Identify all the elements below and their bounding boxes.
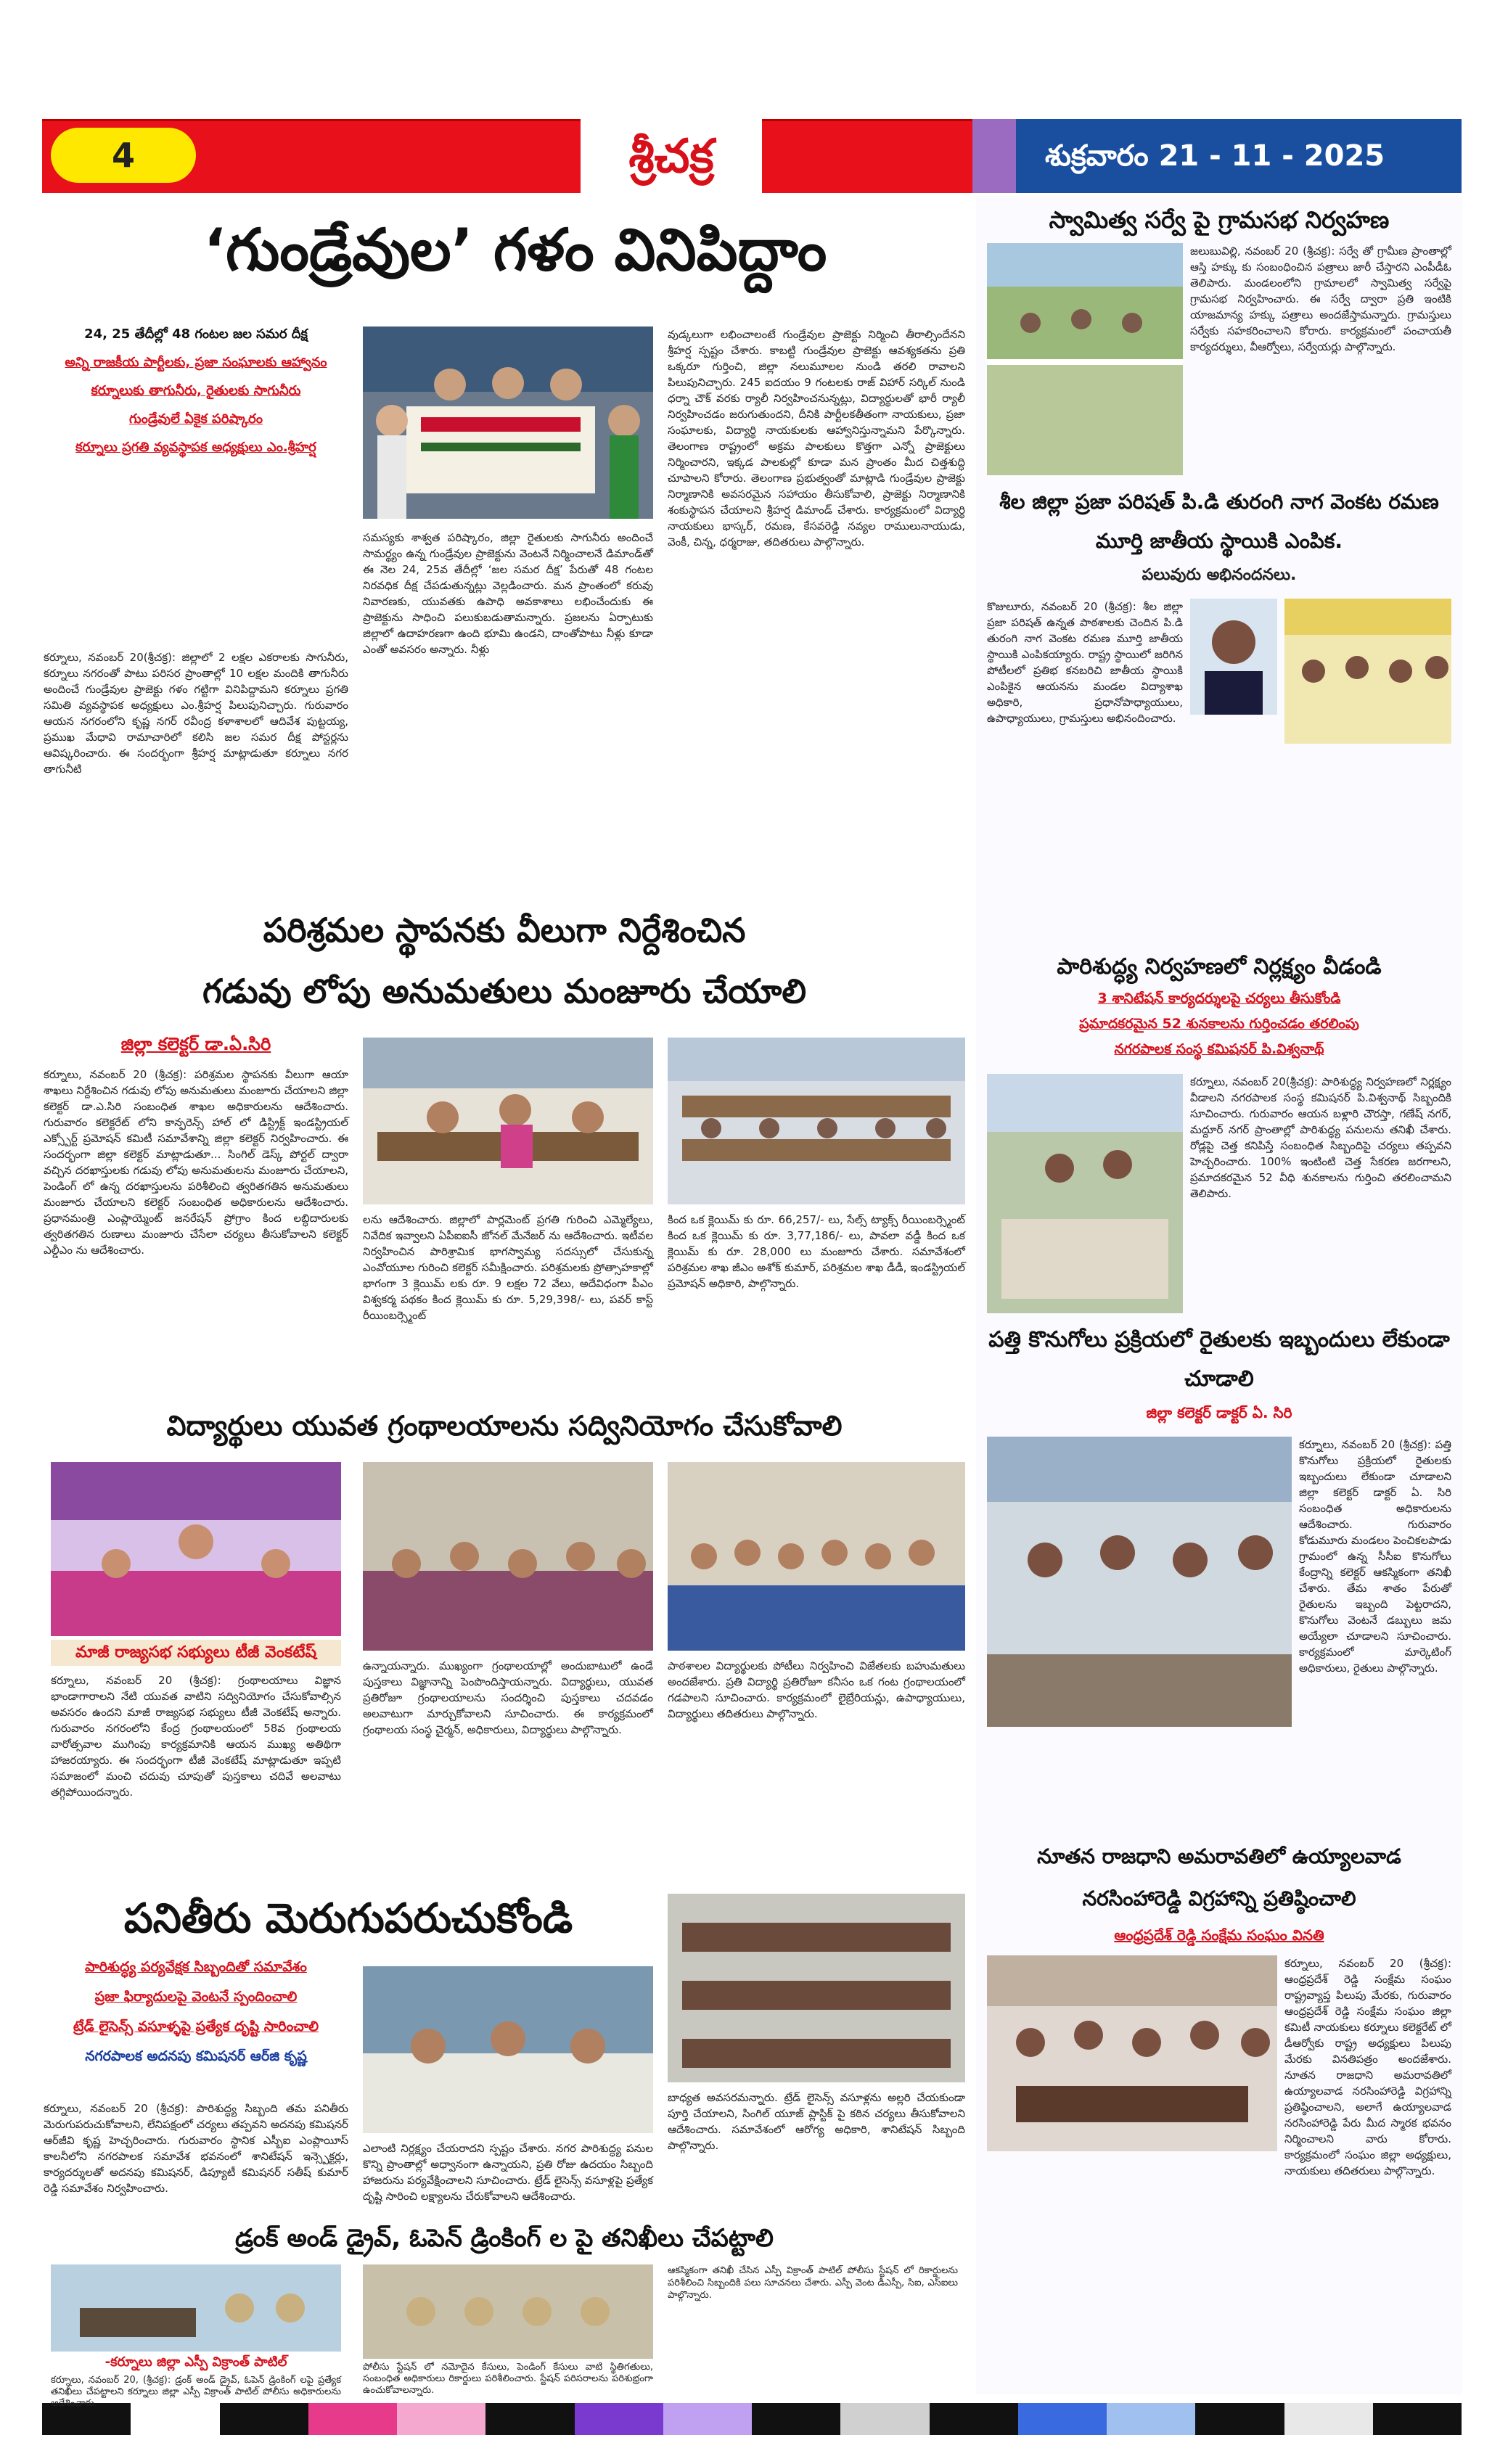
pd-headline: శీల జిల్లా ప్రజా పరిషత్ పి.డి తురంగి నాగ వెంకట రమణ మూర్తి జాతీయ స్థాయికి ఎంపిక. <box>999 490 1439 553</box>
dogs-photo <box>987 1074 1183 1313</box>
lead-body-col2: సమస్యకు శాశ్వత పరిష్కారం, జిల్లా రైతులకు సాగునీరు అందించే సామర్థ్యం ఉన్న గుండ్రేవుల ప్రాజెక్టును వెంటనే నిర్మించాలనే డిమాండ్‌తో ఈ నెల 24, 25వ తేదీల్లో ‘జల సమర దీక్ష’ పేరుతో 48 గంటల నిరవధిక దీక్ష చేపడుతున్నట్లు వెల్లడించారు. మన ప్రాంతంలో కరువు నివారణకు, యువతకు ఉపాధి అవకాశాలు లభించేందుకు ఈ ప్రాజెక్టును సాధించి పలుకుబడుతామన్నారు. ప్రజలను ఏర్పాటుకు జిల్లాలో ఉదాహరణగా ఉంది భూమి ఉండని, దాంతోపాటు నీళ్లు కూడా ఎంతో అవసరం అన్నారు. నీళ్లు <box>363 531 653 656</box>
industry-photo-2 <box>668 1038 965 1204</box>
library-photo-1 <box>51 1462 341 1636</box>
lead-sub-2: అన్ని రాజకీయ పార్టీలకు, ప్రజా సంఘాలకు ఆహ్వానం <box>65 355 327 370</box>
sanitation-photo-1 <box>363 1966 653 2133</box>
swatch <box>1284 2403 1373 2435</box>
drunk-drive-photo-1 <box>51 2264 341 2352</box>
lead-sub-3: కర్నూలుకు తాగునీరు, రైతులకు సాగునీరు <box>91 383 301 398</box>
library-body-col3: పాఠశాలల విద్యార్థులకు పోటీలు నిర్వహించి విజేతలకు బహుమతులు అందజేశారు. ప్రతి విద్యార్థి ప్రతిరోజూ కనీసం ఒక గంట గ్రంథాలయంలో గడపాలని సూచించారు. కార్యక్రమంలో లైబ్రేరియన్లు, ఉపాధ్యాయులు, విద్యార్థులు తదితరులు పాల్గొన్నారు. <box>668 1659 965 1720</box>
sanitation-sub-2: ప్రజా ఫిర్యాదులపై వెంటనే స్పందించాలి <box>94 1989 298 2005</box>
sanitation-body-col2: ఎలాంటి నిర్లక్ష్యం చేయరాదని స్పష్టం చేశారు. నగర పారిశుద్ధ్య పనుల కొన్ని ప్రాంతాల్లో అధ్వానంగా ఉన్నాయని, ప్రతి రోజు ఉదయం సిబ్బంది హాజరును పర్యవేక్షించాలని సూచించారు. ట్రేడ్ లైసెన్స్ వసూళ్లపై ప్రత్యేక దృష్టి సారించి లక్ష్యాలను చేరుకోవాలని ఆదేశించారు. <box>363 2142 653 2203</box>
lead-body-col1: కర్నూలు, నవంబర్ 20(శ్రీచక్ర): జిల్లాలో 2 లక్షల ఎకరాలకు సాగునీరు, కర్నూలు నగరంతో పాటు పరిసర ప్రాంతాల్లో 10 లక్షల మందికి తాగునీరు అందించే గుండ్రేవుల ప్రాజెక్టు గళం గట్టిగా వినిపిద్దామని కర్నూలు ప్రగతి సమితి వ్యవస్థాపక అధ్యక్షులు ఎం.శ్రీహర్ష పిలుపునిచ్చారు. గురువారం ఆయన నగరంలోని కృష్ణ నగర్ రవీంద్ర కళాశాలలో ఆదివేశ పుట్టయ్య, ప్రముఖ మేధావి రామాచారిలో కలిసి జల సమర దీక్ష పోస్టర్లను ఆవిష్కరించారు. ఈ సందర్భంగా శ్రీహర్ష మాట్లాడుతూ కర్నూలు నగర తాగునీటి <box>44 651 348 776</box>
dogs-sub-1: 3 శానిటేషన్ కార్యదర్శులపై చర్యలు తీసుకోండి <box>1097 990 1341 1006</box>
sanitation-body-col1: కర్నూలు, నవంబర్ 20 (శ్రీచక్ర): పారిశుద్ధ్య సిబ్బంది తమ పనితీరు మెరుగుపరుచుకోవాలని, లేనిపక్షంలో చర్యలు తప్పవని అదనపు కమిషనర్ ఆర్‌జీవి కృష్ణ హెచ్చరించారు. గురువారం స్థానిక ఎస్బీఐ ఎంప్లాయీస్ కాలనీలోని నగరపాలక సమావేశ భవనంలో శానిటేషన్ ఇన్స్పెక్టర్లు, కార్యదర్శులతో అదనపు కమిషనర్, డిప్యూటీ కమిషనర్ సతీష్ కుమార్ రెడ్డి సమావేశం నిర్వహించారు. <box>44 2102 348 2195</box>
swatch <box>930 2403 1018 2435</box>
dogs-body: కర్నూలు, నవంబర్ 20(శ్రీచక్ర): పారిశుద్ధ్య నిర్వహణలో నిర్లక్ష్యం వీడాలని నగరపాలక సంస్థ కమిషనర్ పి.విశ్వనాథ్ సిబ్బందికి సూచించారు. గురువారం ఆయన బళ్లారి చౌరస్తా, గణేష్ నగర్, మద్దూర్ నగర్ ప్రాంతాల్లో పారిశుద్ధ్య పనులను తనిఖీ చేశారు. రోడ్లపై చెత్త కనిపిస్తే సంబంధిత సిబ్బందిపై చర్యలు తప్పవని హెచ్చరించారు. 100% ఇంటింటి చెత్త సేకరణ జరగాలని, ప్రమాదకరమైన 52 వీధి శునకాలను గుర్తించి తరలించామని తెలిపారు. <box>1190 1075 1451 1200</box>
statue-photo <box>987 1955 1277 2151</box>
lead-sub-5: కర్నూలు ప్రగతి వ్యవస్థాపక అధ్యక్షులు ఎం.శ్రీహర్ష <box>75 440 316 455</box>
industry-body-col3: కింద ఒక క్లెయిమ్ కు రూ. 66,257/- లు, సేల్స్ ట్యాక్స్ రీయింబర్స్మెంట్ కింద ఒక క్లెయిమ్ కు రూ. 3,77,186/- లు, పావలా వడ్డీ కింద ఒక క్లెయిమ్ కు రూ. 28,000 లు మంజూరు చేశారు. సమావేశంలో పరిశ్రమల శాఖ జీఎం అశోక్ కుమార్, పరిశ్రమల శాఖ డీడీ, ఇండస్ట్రియల్ ప్రమోషన్ అధికారి, పాల్గొన్నారు. <box>668 1213 965 1290</box>
sanitation-subheads <box>44 1959 348 2097</box>
swatch <box>308 2403 397 2435</box>
svamitva-headline: స్వామిత్వ సర్వే పై గ్రామసభ నిర్వహణ <box>1049 206 1390 234</box>
drunk-drive-article <box>44 2217 965 2409</box>
sanitation-sub-4: నగరపాలక అదనపు కమిషనర్ ఆర్‌జి కృష్ణ <box>85 2048 307 2064</box>
swatch <box>485 2403 574 2435</box>
swatch <box>663 2403 752 2435</box>
swatch <box>220 2403 308 2435</box>
masthead-decoration <box>972 119 1016 193</box>
industry-headline-line1: పరిశ్రమల స్థాపనకు వీలుగా నిర్దేశించిన <box>263 911 746 950</box>
swatch <box>575 2403 663 2435</box>
lead-subheads <box>44 327 348 646</box>
sanitation-sub-1: పారిశుద్ధ్య పర్యవేక్షక సిబ్బందితో సమావేశం <box>85 1959 307 1975</box>
drunk-drive-body-col3: ఆకస్మికంగా తనిఖీ చేసిన ఎస్పీ విక్రాంత్ పాటిల్ పోలీసు స్టేషన్ లో రికార్డులను పరిశీలించి సిబ్బందికి పలు సూచనలు చేశారు. ఎస్పీ వెంట డీఎస్పీ, సిఐ, ఎస్ఐలు పాల్గొన్నారు. <box>668 2265 958 2301</box>
industry-byline: జిల్లా కలెక్టర్ డా.ఏ.సిరి <box>120 1034 271 1054</box>
sanitation-body-col3: బాధ్యత అవసరమన్నారు. ట్రేడ్ లైసెన్స్ వసూళ్లను అల్లరి చేయకుండా పూర్తి చేయాలని, సింగిల్ యూజ్ ప్లాస్టిక్ పై కఠిన చర్యలు తీసుకోవాలని ఆదేశించారు. సమావేశంలో ఆరోగ్య అధికారి, శానిటేషన్ సిబ్బంది పాల్గొన్నారు. <box>668 2091 965 2152</box>
drunk-drive-caption: -కర్నూలు జిల్లా ఎస్పీ విక్రాంత్ పాటిల్ <box>104 2354 287 2370</box>
sanitation-photo-2 <box>668 1894 965 2082</box>
cotton-subhead: జిల్లా కలెక్టర్ డాక్టర్ ఏ. సిరి <box>1146 1404 1292 1421</box>
industry-headline-line2: గడువు లోపు అనుమతులు మంజూరు చేయాలి <box>202 972 807 1011</box>
lead-body-col3: వుడ్కలుగా లభించాలంటే గుండ్రేవుల ప్రాజెక్టు నిర్మించి తీరాల్సిందేనని శ్రీహర్ష స్పష్టం చేశారు. కాబట్టి గుండ్రేవుల ప్రాజెక్టు ఆవశ్యకతను ప్రతి ఒక్కరూ గుర్తించి, జిల్లా నలుమూలల నుండి తరలి రావాలని పిలుపునిచ్చారు. 245 ఐదయం 9 గంటలకు రాజ్ విహార్ సర్కిల్ నుండి ధర్నా చౌక్ వరకు ర్యాలీ నిర్వహించనున్నట్లు, విద్యార్థులతో భారీ ర్యాలీ నిర్వహించడం జరుగుతుందని, దీనికి పార్టీలకతీతంగా నాయకులు, ప్రజా సంఘాలకు, విద్యార్థి నాయకులకు ఆహ్వానిస్తున్నామని పేర్కొన్నారు. తెలంగాణ రాష్ట్రంలో అక్రమ పాలకులు కొత్తగా ఎన్నో ప్రాజెక్టులు నిర్మించారని, ఇక్కడ పాలకుల్లో కూడా మన ప్రాంతం మీద చిత్తశుద్ధి చూపాలని కోరారు. తెలంగాణ ప్రభుత్వంతో మాట్లాడి గుండ్రేవుల ప్రాజెక్టు నిర్మాణానికి అవసరమైన సహాయం తీసుకోవాలి, ప్రాజెక్టు నిర్మాణానికి శంకుస్థాపన చేయాలని శ్రీహర్ష డిమాండ్ చేశారు. కార్యక్రమంలో విద్యార్థి నాయకులు భాస్కర్, రమణ, కేసవరెడ్డి నవ్యల రాములునాయుడు, వెంకీ, చిన్న, ధర్మరాజు, తదితరులు పాల్గొన్నారు. <box>668 328 965 549</box>
pd-portrait <box>1190 599 1277 715</box>
statue-subhead: ఆంధ్రప్రదేశ్ రెడ్డి సంక్షేమ సంఘం వినతి <box>1114 1926 1324 1944</box>
dogs-sub-2: ప్రమాదకరమైన 52 శునకాలను గుర్తించడం తరలింపు <box>1079 1016 1359 1032</box>
swatch <box>397 2403 485 2435</box>
color-calibration-bar <box>42 2403 1462 2435</box>
pd-body: కొజులూరు, నవంబర్ 20 (శ్రీచక్ర): శీల జిల్లా ప్రజా పరిషత్ ఉన్నత పాఠశాలకు చెందిన పి.డి తురంగి నాగ వెంకట రమణ మూర్తి జాతీయ స్థాయికి ఎంపికయ్యారు. రాష్ట్ర స్థాయిలో జరిగిన పోటీలలో ప్రతిభ కనబరిచి జాతీయ స్థాయికి ఎంపికైన ఆయనను మండల విద్యాశాఖ అధికారి, ప్రధానోపాధ్యాయులు, ఉపాధ్యాయులు, గ్రామస్తులు అభినందించారు. <box>987 600 1183 725</box>
swatch <box>1373 2403 1462 2435</box>
industry-body-col2: లను ఆదేశించారు. జిల్లాలో పార్లమెంట్ ప్రగతి గురించి ఎమ్మెల్యేలు, నివేదిక ఇవ్వాలని ఏపీఐఐసీ జోనల్ మేనేజర్ ను ఆదేశించారు. ఇటీవల నిర్వహించిన పారిశ్రామిక భాగస్వామ్య సదస్సులో చేసుకున్న ఎంవోయూల గురించి కలెక్టర్ సమీక్షించారు. పరిశ్రమలకు ప్రోత్సాహకాల్లో భాగంగా 3 క్లెయిమ్ లకు రూ. 9 లక్షల 72 వేలు, అదేవిధంగా పీఎం విశ్వకర్మ పథకం కింద క్లెయిమ్ కు రూ. 5,29,398/- లు, పవర్ కాస్ట్ రీయింబర్స్మెంట్ <box>363 1213 653 1322</box>
cotton-body: కర్నూలు, నవంబర్ 20 (శ్రీచక్ర): పత్తి కొనుగోలు ప్రక్రియలో రైతులకు ఇబ్బందులు లేకుండా చూడాలని జిల్లా కలెక్టర్ డాక్టర్ ఏ. సిరి సంబంధిత అధికారులను ఆదేశించారు. గురువారం కోడుమూరు మండలం పెంచికలపాడు గ్రామంలో ఉన్న సీసీఐ కొనుగోలు కేంద్రాన్ని కలెక్టర్ ఆకస్మికంగా తనిఖీ చేశారు. తేమ శాతం పేరుతో రైతులను ఇబ్బంది పెట్టరాదని, కొనుగోలు వెంటనే డబ్బులు జమ అయ్యేలా చూడాలని సూచించారు. కార్యక్రమంలో మార్కెటింగ్ అధికారులు, రైతులు పాల్గొన్నారు. <box>1299 1438 1451 1675</box>
statue-body: కర్నూలు, నవంబర్ 20 (శ్రీచక్ర): ఆంధ్రప్రదేశ్ రెడ్డి సంక్షేమ సంఘం రాష్ట్రవ్యాప్త పిలుపు మేరకు, గురువారం ఆంధ్రప్రదేశ్ రెడ్డి సంక్షేమ సంఘం జిల్లా కమిటీ నాయకులు కర్నూలు కలెక్టరేట్ లో డీఆర్వోకు రాష్ట్ర అధ్యక్షులు పిలుపు మేరకు వినతిపత్రం అందజేశారు. నూతన రాజధాని అమరావతిలో ఉయ్యాలవాడ నరసింహారెడ్డి విగ్రహాన్ని ప్రతిష్ఠించాలని, అలాగే ఉయ్యాలవాడ నరసింహారెడ్డి పేరు మీద స్మారక భవనం నిర్మించాలని వారు కోరారు. కార్యక్రమంలో సంఘం జిల్లా అధ్యక్షులు, నాయకులు తదితరులు పాల్గొన్నారు. <box>1284 1957 1451 2177</box>
library-photo-2 <box>363 1462 653 1651</box>
lead-sub-4: గుండ్రేవులే ఏకైక పరిష్కారం <box>129 411 263 427</box>
statue-headline <box>987 1836 1451 1923</box>
library-body-col2: ఉన్నాయన్నారు. ముఖ్యంగా గ్రంథాలయాల్లో అందుబాటులో ఉండే పుస్తకాలు విజ్ఞానాన్ని పెంపొందిస్తాయన్నారు. విద్యార్థులు, యువత ప్రతిరోజూ గ్రంథాలయాలను సందర్శించి పుస్తకాలు చదవడం అలవాటుగా మార్చుకోవాలని సూచించారు. ఈ కార్యక్రమంలో గ్రంథాలయ సంస్థ చైర్మన్, అధికారులు, విద్యార్థులు పాల్గొన్నారు. <box>363 1659 653 1736</box>
drunk-drive-photo-2 <box>363 2264 653 2359</box>
pd-subhead: పలువురు అభినందనలు. <box>1142 566 1297 584</box>
industry-headline <box>44 900 965 1023</box>
swatch <box>1018 2403 1107 2435</box>
dogs-subheads <box>987 990 1451 1070</box>
library-headline: విద్యార్థులు యువత గ్రంథాలయాలను సద్వినియోగం చేసుకోవాలి <box>166 1410 843 1442</box>
svamitva-photo <box>987 243 1183 475</box>
swatch <box>840 2403 929 2435</box>
dogs-sub-3: నగరపాలక సంస్థ కమిషనర్ పి.విశ్వనాథ్ <box>1114 1041 1324 1057</box>
industry-body-col1: కర్నూలు, నవంబర్ 20 (శ్రీచక్ర): పరిశ్రమల స్థాపనకు వీలుగా ఆయా శాఖలు నిర్దేశించిన గడువు లోపు అనుమతులు మంజూరు చేయాలని జిల్లా కలెక్టర్ డా.ఎ.సిరి సంబంధిత శాఖల అధికారులను ఆదేశించారు. గురువారం కలెక్టరేట్ లోని కాన్ఫరెన్స్ హాల్ లో డిస్ట్రిక్ట్ ఇండస్ట్రియల్ ఎక్స్పోర్ట్ ప్రమోషన్ కమిటీ సమావేశాన్ని జిల్లా కలెక్టర్ నిర్వహించారు. ఈ సందర్భంగా జిల్లా కలెక్టర్ మాట్లాడుతూ... సింగిల్ డెస్క్ పోర్టల్ ద్వారా వచ్చిన దరఖాస్తులకు గడువు లోపు అనుమతులను మంజూరు చేయాలని, పెండింగ్ లో ఉన్న దరఖాస్తులను పరిశీలించి త్వరితగతిన అనుమతులు మంజూరు చేయాలని కలెక్టర్ సంబంధిత అధికారులను ఆదేశించారు. ప్రధానమంత్రి ఎంప్లాయ్మెంట్ జనరేషన్ ప్రోగ్రాం కింద లబ్ధిదారులకు త్వరితగతిన రుణాలు మంజూరు చేసేలా చర్యలు తీసుకోవాలని కలెక్టర్ ఎల్డీఎం ను ఆదేశించారు. <box>44 1068 348 1257</box>
svamitva-body: జలుబువిల్లి, నవంబర్ 20 (శ్రీచక్ర): సర్వే తో గ్రామీణ ప్రాంతాల్లో ఆస్తి హక్కు కు సంబంధించిన పత్రాలు జారీ చేస్తారని ఎంపీడీఓ తెలిపారు. మండలంలోని గ్రామాలలో స్వామిత్వ సర్వేపై గ్రామసభ నిర్వహించారు. ఈ సర్వే ద్వారా ప్రతి ఇంటికి యాజమాన్య హక్కు పత్రాలు అందజేస్తామన్నారు. గ్రామస్తులు సర్వేకు సహకరించాలని కోరారు. కార్యక్రమంలో పంచాయతీ కార్యదర్శులు, వీఆర్వోలు, సర్వేయర్లు పాల్గొన్నారు. <box>1190 245 1451 353</box>
drunk-drive-body-col1: కర్నూలు, నవంబర్ 20, (శ్రీచక్ర): డ్రంక్ అండ్ డ్రైవ్, ఓపెన్ డ్రింకింగ్ లపై ప్రత్యేక తనిఖీలు చేపట్టాలని కర్నూలు జిల్లా ఎస్పీ విక్రాంత్ పాటిల్ పోలీసు అధికారులను ఆదేశించారు. <box>51 2375 341 2409</box>
statue-headline-line2: నరసింహారెడ్డి విగ్రహాన్ని ప్రతిష్ఠించాలి <box>1082 1886 1356 1910</box>
issue-date: శుక్రవారం 21 - 11 - 2025 <box>1016 119 1462 193</box>
library-body-col1: కర్నూలు, నవంబర్ 20 (శ్రీచక్ర): గ్రంథాలయాలు విజ్ఞాన భాండాగారాలని నేటి యువత వాటిని సద్వినియోగం చేసుకోవాల్సిన అవసరం ఉందని మాజీ రాజ్యసభ సభ్యులు టీజీ వెంకటేష్ అన్నారు. గురువారం నగరంలోని కేంద్ర గ్రంథాలయంలో 58వ గ్రంథాలయ వారోత్సవాల ముగింపు కార్యక్రమానికి ఆయన ముఖ్య అతిథిగా హాజరయ్యారు. ఈ సందర్భంగా టీజీ వెంకటేష్ మాట్లాడుతూ ఇప్పటి సమాజంలో మంచి చదువు చూపుతో పుస్తకాలు చదివే అలవాటు తగ్గిపోయిందన్నారు. <box>51 1674 341 1799</box>
dogs-headline: పారిశుద్ధ్య నిర్వహణలో నిర్లక్ష్యం వీడండి <box>1057 954 1382 980</box>
swatch <box>752 2403 840 2435</box>
swatch <box>1107 2403 1195 2435</box>
industry-photo-1 <box>363 1038 653 1204</box>
newspaper-logo: శ్రీచక్ర <box>628 129 714 184</box>
lead-headline: ‘గుండ్రేవుల’ గళం వినిపిద్దాం <box>203 216 827 284</box>
library-caption: మాజీ రాజ్యసభ సభ్యులు టీజీ వెంకటేష్ <box>51 1640 341 1666</box>
drunk-drive-body-col2: పోలీసు స్టేషన్ లో నమోదైన కేసులు, పెండింగ్ కేసులు వాటి స్థితిగతులు, సంబంధిత అధికారులు రికార్డులు పరిశీలించారు. స్టేషన్ పరిసరాలను పరిశుభ్రంగా ఉంచుకోవాలన్నారు. <box>363 2362 653 2396</box>
sanitation-sub-3: ట్రేడ్ లైసెన్స్ వసూళ్ళపై ప్రత్యేక దృష్టి సారించాలి <box>73 2019 319 2034</box>
lead-photo <box>363 327 653 519</box>
swatch <box>131 2403 219 2435</box>
lead-sub-1: 24, 25 తేదీల్లో 48 గంటల జల సమర దీక్ష <box>84 327 308 342</box>
cotton-photo <box>987 1437 1292 1727</box>
swatch <box>1195 2403 1284 2435</box>
pd-photo <box>1284 599 1451 744</box>
cotton-headline: పత్తి కొనుగోలు ప్రక్రియలో రైతులకు ఇబ్బందులు లేకుండా చూడాలి <box>988 1327 1450 1392</box>
statue-headline-line1: నూతన రాజధాని అమరావతిలో ఉయ్యాలవాడ <box>1037 1844 1401 1868</box>
sanitation-headline: పనితీరు మెరుగుపరుచుకోండి <box>123 1895 573 1942</box>
page-number: 4 <box>51 128 196 183</box>
drunk-drive-headline: డ్రంక్ అండ్ డ్రైవ్, ఓపెన్ డ్రింకింగ్ ల పై తనిఖీలు చేపట్టాలి <box>235 2224 774 2253</box>
library-photo-3 <box>668 1462 965 1651</box>
